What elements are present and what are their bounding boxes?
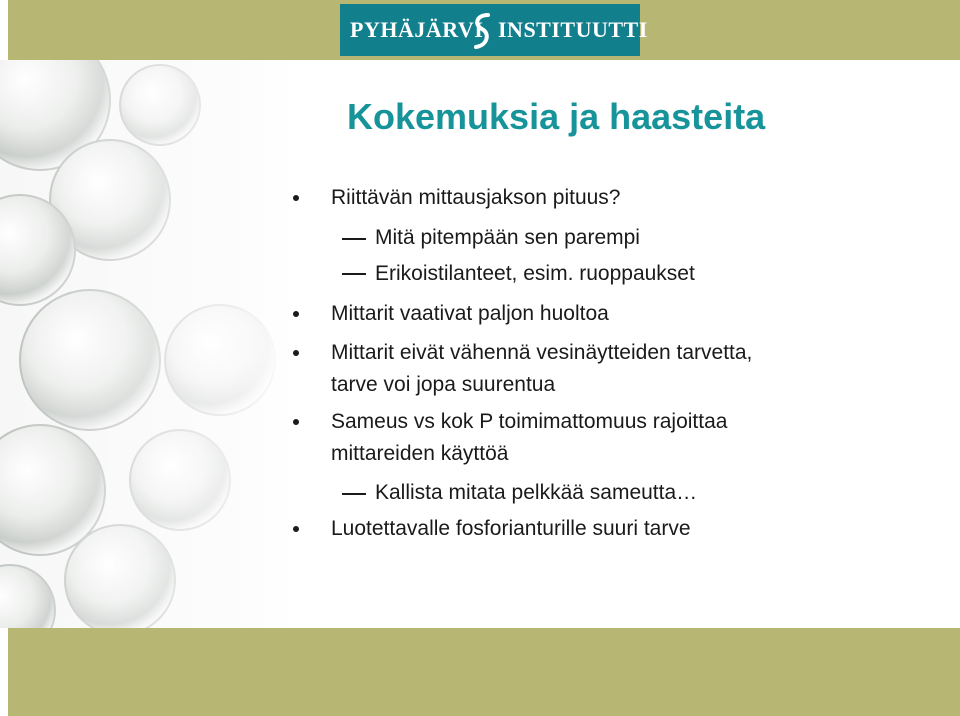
bullet-text-continued: mittareiden käyttöä [331,442,509,465]
bullet-text: Sameus vs kok P toimimattomuus rajoittaa [331,410,728,433]
sub-bullet-dash [342,493,366,495]
swan-s-icon [470,11,494,51]
sub-bullet-text: Mitä pitempään sen parempi [375,226,640,249]
bullet-text-continued: tarve voi jopa suurentua [331,373,556,396]
bullet-text: Riittävän mittausjakson pituus? [331,186,621,209]
water-bubbles-image [0,60,300,628]
institute-logo [340,4,648,56]
logo-text-right: INSTITUUTTI [498,17,648,42]
footer-band [8,628,960,716]
bullet-text: Mittarit eivät vähennä vesinäytteiden tarvetta, [331,341,753,364]
slide-title: Kokemuksia ja haasteita [347,96,766,137]
sub-bullet-text: Erikoistilanteet, esim. ruoppaukset [375,262,695,285]
bullet-text: Luotettavalle fosforianturille suuri tarve [331,517,691,540]
bullet-text: Mittarit vaativat paljon huoltoa [331,302,609,325]
sub-bullet-dash [342,273,366,275]
sub-bullet-dash [342,238,366,240]
sub-bullet-text: Kallista mitata pelkkää sameutta… [375,481,698,504]
logo-text-left: PYHÄJÄRVI [350,17,484,42]
